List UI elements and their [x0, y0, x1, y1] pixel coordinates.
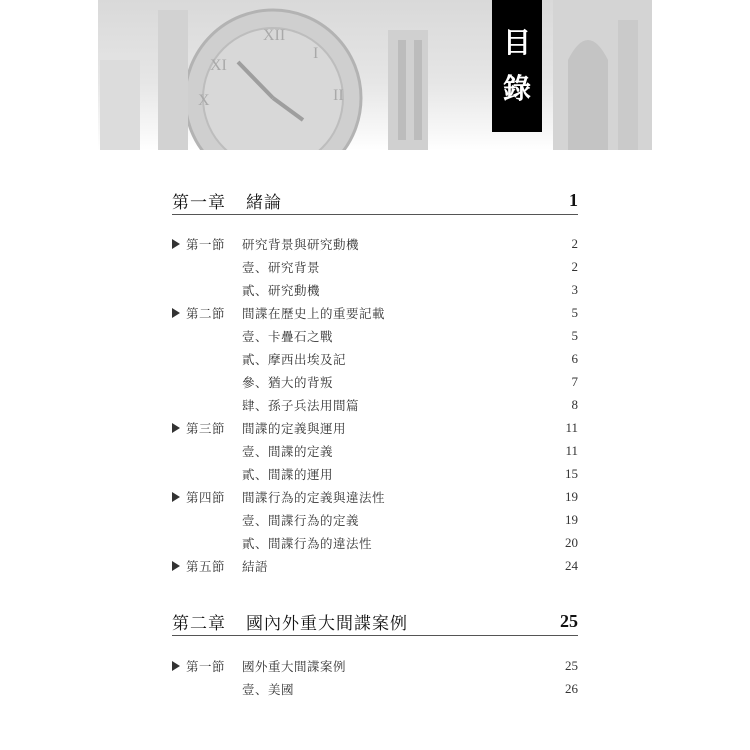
page-number: 6: [571, 351, 578, 366]
subsection-title: 壹、間諜行為的定義: [242, 513, 360, 528]
subsection-title: 貳、間諜的運用: [242, 467, 334, 482]
toc-subsection-entry[interactable]: [172, 395, 578, 415]
svg-text:XII: XII: [263, 27, 286, 44]
subsection-title: 壹、美國: [242, 682, 295, 697]
svg-text:X: X: [198, 92, 210, 109]
toc-section-entry[interactable]: [172, 656, 578, 676]
chapter-label: 第二章: [172, 613, 226, 634]
chapter-title: 國內外重大間諜案例: [246, 613, 408, 634]
toc-section-entry[interactable]: [172, 556, 578, 576]
page-number: 11: [565, 443, 578, 458]
page-number: 7: [571, 374, 578, 389]
page-number: 2: [571, 259, 578, 274]
toc-section-entry[interactable]: [172, 303, 578, 323]
subsection-title: 壹、間諜的定義: [242, 444, 334, 459]
page-number: 2: [571, 236, 578, 251]
section-label: 第一節: [186, 237, 226, 252]
page-number: 5: [571, 305, 578, 320]
chapter-label: 第一章: [172, 192, 226, 213]
bullet-triangle-icon: [172, 308, 180, 318]
bullet-triangle-icon: [172, 423, 180, 433]
toc-subsection-entry[interactable]: [172, 679, 578, 699]
section-title: 間諜行為的定義與違法性: [242, 490, 386, 505]
title-char: 目: [502, 26, 531, 59]
section-title: 間諜的定義與運用: [242, 421, 347, 436]
section-title: 間諜在歷史上的重要記載: [242, 306, 386, 321]
svg-text:I: I: [313, 45, 319, 62]
title-char: 錄: [502, 72, 531, 105]
toc-subsection-entry[interactable]: [172, 464, 578, 484]
chapter-page-number: 1: [569, 189, 578, 210]
section-title: 研究背景與研究動機: [242, 237, 360, 252]
bullet-triangle-icon: [172, 492, 180, 502]
toc-section-entry[interactable]: [172, 234, 578, 254]
section-label: 第三節: [186, 421, 226, 436]
section-label: 第一節: [186, 659, 226, 674]
clock-tower-illustration: [98, 0, 652, 150]
page-number: 15: [565, 466, 578, 481]
chapter-heading[interactable]: [172, 186, 578, 215]
subsection-title: 貳、研究動機: [242, 283, 321, 298]
page-number: 11: [565, 420, 578, 435]
toc-subsection-entry[interactable]: [172, 510, 578, 530]
subsection-title: 壹、卡疊石之戰: [242, 329, 334, 344]
page-number: 19: [565, 489, 578, 504]
subsection-title: 貳、間諜行為的違法性: [242, 536, 373, 551]
toc-section-entry[interactable]: [172, 418, 578, 438]
page-number: 20: [565, 535, 578, 550]
chapter-page-number: 25: [560, 610, 578, 631]
section-label: 第四節: [186, 490, 226, 505]
subsection-title: 參、猶大的背叛: [242, 375, 334, 390]
page-number: 5: [571, 328, 578, 343]
section-label: 第二節: [186, 306, 226, 321]
page-number: 19: [565, 512, 578, 527]
toc-section-entry[interactable]: [172, 487, 578, 507]
page-number: 26: [565, 681, 578, 696]
contents-title-block: [492, 0, 542, 132]
bullet-triangle-icon: [172, 239, 180, 249]
page-number: 3: [571, 282, 578, 297]
subsection-title: 貳、摩西出埃及記: [242, 352, 347, 367]
section-title: 結語: [242, 559, 269, 574]
toc-subsection-entry[interactable]: [172, 326, 578, 346]
toc-subsection-entry[interactable]: [172, 533, 578, 553]
toc-subsection-entry[interactable]: [172, 441, 578, 461]
page-number: 24: [565, 558, 578, 573]
page-number: 25: [565, 658, 578, 673]
svg-text:II: II: [333, 87, 344, 104]
header-photo-banner: [98, 0, 652, 150]
toc-subsection-entry[interactable]: [172, 280, 578, 300]
bullet-triangle-icon: [172, 561, 180, 571]
page-number: 8: [571, 397, 578, 412]
toc-subsection-entry[interactable]: [172, 257, 578, 277]
chapter-heading[interactable]: [172, 607, 578, 636]
toc-subsection-entry[interactable]: [172, 372, 578, 392]
toc-subsection-entry[interactable]: [172, 349, 578, 369]
subsection-title: 壹、研究背景: [242, 260, 321, 275]
chapter-title: 緒論: [246, 192, 282, 213]
bullet-triangle-icon: [172, 661, 180, 671]
svg-text:XI: XI: [210, 57, 227, 74]
section-label: 第五節: [186, 559, 226, 574]
section-title: 國外重大間諜案例: [242, 659, 347, 674]
subsection-title: 肆、孫子兵法用間篇: [242, 398, 360, 413]
